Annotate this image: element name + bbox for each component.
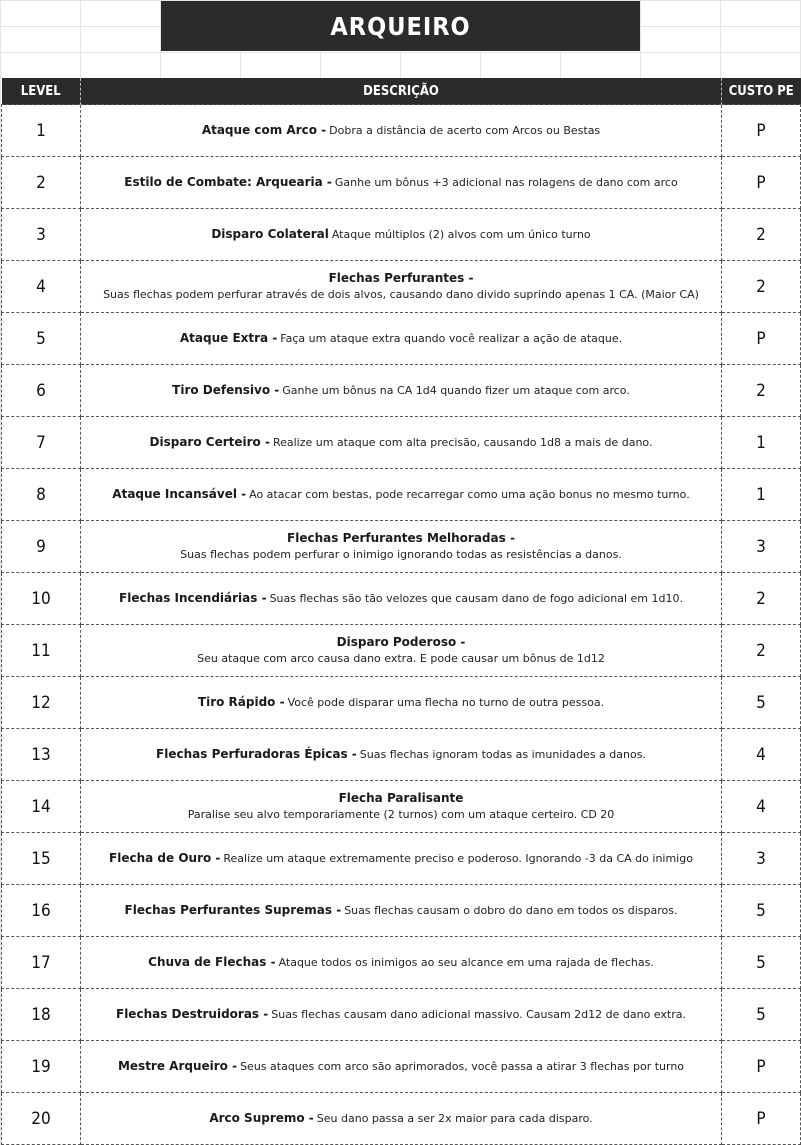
- table-row: [2, 989, 801, 1041]
- level-cell: 20: [2, 1093, 81, 1145]
- cost-cell: 4: [722, 781, 801, 833]
- ability-description: Seu dano passa a ser 2x maior para cada disparo.: [316, 1112, 593, 1125]
- cost-cell: 2: [722, 573, 801, 625]
- ability-name: Ataque com Arco -: [201, 123, 327, 137]
- cost-cell: P: [722, 1093, 801, 1145]
- table-row: [2, 1041, 801, 1093]
- ability-name: Disparo Certeiro -: [149, 435, 270, 449]
- ability-name: Tiro Rápido -: [197, 695, 285, 709]
- ability-description: Dobra a distância de acerto com Arcos ou Bestas: [329, 124, 601, 137]
- description-cell: [81, 625, 722, 677]
- table-row: [2, 105, 801, 157]
- ability-name: Arco Supremo -: [209, 1111, 314, 1125]
- ability-name: Disparo Poderoso -: [336, 635, 466, 649]
- level-cell: 15: [2, 833, 81, 885]
- cost-header: CUSTO PE: [722, 78, 801, 105]
- table-row: [2, 313, 801, 365]
- description-cell: [81, 937, 722, 989]
- page-title: ARQUEIRO: [161, 1, 640, 51]
- ability-name: Flecha Paralisante: [338, 791, 464, 805]
- ability-name: Disparo Colateral: [211, 227, 329, 241]
- level-cell: 19: [2, 1041, 81, 1093]
- ability-description: Paralise seu alvo temporariamente (2 turnos) com um ataque certeiro. CD 20: [187, 808, 615, 821]
- cost-cell: 2: [722, 209, 801, 261]
- ability-description: Faça um ataque extra quando você realizar a ação de ataque.: [280, 332, 623, 345]
- level-cell: 14: [2, 781, 81, 833]
- ability-name: Flechas Perfuradoras Épicas -: [156, 747, 357, 761]
- description-cell: [81, 677, 722, 729]
- level-cell: 13: [2, 729, 81, 781]
- table-row: [2, 781, 801, 833]
- cost-cell: 5: [722, 677, 801, 729]
- ability-name: Flechas Perfurantes Supremas -: [124, 903, 342, 917]
- description-cell: [81, 573, 722, 625]
- description-cell: [81, 1093, 722, 1145]
- description-cell: [81, 1041, 722, 1093]
- cost-cell: 2: [722, 365, 801, 417]
- ability-name: Ataque Incansável -: [112, 487, 247, 501]
- ability-description: Ganhe um bônus +3 adicional nas rolagens de dano com arco: [334, 176, 678, 189]
- abilities-table: [1, 78, 801, 1145]
- description-cell: [81, 781, 722, 833]
- ability-description: Realize um ataque extremamente preciso e poderoso. Ignorando -3 da CA do inimigo: [223, 852, 693, 865]
- ability-name: Flechas Perfurantes -: [328, 271, 474, 285]
- cost-cell: P: [722, 105, 801, 157]
- cost-cell: 2: [722, 625, 801, 677]
- description-cell: [81, 261, 722, 313]
- level-cell: 2: [2, 157, 81, 209]
- ability-description: Suas flechas podem perfurar o inimigo ignorando todas as resistências a danos.: [180, 548, 622, 561]
- ability-description: Ataque múltiplos (2) alvos com um único turno: [331, 228, 591, 241]
- ability-description: Suas flechas causam dano adicional massivo. Causam 2d12 de dano extra.: [271, 1008, 686, 1021]
- level-cell: 5: [2, 313, 81, 365]
- table-row: [2, 469, 801, 521]
- table-row: [2, 521, 801, 573]
- ability-name: Mestre Arqueiro -: [117, 1059, 238, 1073]
- level-cell: 4: [2, 261, 81, 313]
- description-cell: [81, 469, 722, 521]
- cost-cell: 5: [722, 989, 801, 1041]
- description-cell: [81, 521, 722, 573]
- ability-description: Suas flechas são tão velozes que causam dano de fogo adicional em 1d10.: [269, 592, 683, 605]
- level-cell: 16: [2, 885, 81, 937]
- ability-name: Flechas Destruidoras -: [116, 1007, 269, 1021]
- level-cell: 3: [2, 209, 81, 261]
- ability-description: Suas flechas podem perfurar através de dois alvos, causando dano divido suprindo apenas 1 CA. (Maior CA): [103, 288, 699, 301]
- description-cell: [81, 989, 722, 1041]
- cost-cell: P: [722, 1041, 801, 1093]
- table-row: [2, 1093, 801, 1145]
- level-cell: 17: [2, 937, 81, 989]
- level-cell: 11: [2, 625, 81, 677]
- description-cell: [81, 417, 722, 469]
- ability-description: Seus ataques com arco são aprimorados, você passa a atirar 3 flechas por turno: [240, 1060, 685, 1073]
- cost-cell: P: [722, 157, 801, 209]
- table-row: [2, 365, 801, 417]
- cost-cell: 3: [722, 521, 801, 573]
- cost-cell: 1: [722, 469, 801, 521]
- description-cell: [81, 729, 722, 781]
- ability-description: Ataque todos os inimigos ao seu alcance em uma rajada de flechas.: [278, 956, 654, 969]
- ability-name: Tiro Defensivo -: [172, 383, 280, 397]
- ability-description: Seu ataque com arco causa dano extra. E pode causar um bônus de 1d12: [197, 652, 605, 665]
- level-cell: 18: [2, 989, 81, 1041]
- cost-cell: 4: [722, 729, 801, 781]
- table-row: [2, 157, 801, 209]
- level-cell: 6: [2, 365, 81, 417]
- level-cell: 10: [2, 573, 81, 625]
- table-row: [2, 677, 801, 729]
- level-cell: 9: [2, 521, 81, 573]
- table-row: [2, 261, 801, 313]
- table-row: [2, 937, 801, 989]
- table-row: [2, 729, 801, 781]
- ability-name: Flechas Perfurantes Melhoradas -: [287, 531, 515, 545]
- description-cell: [81, 313, 722, 365]
- level-cell: 12: [2, 677, 81, 729]
- ability-name: Estilo de Combate: Arquearia -: [124, 175, 332, 189]
- ability-description: Ao atacar com bestas, pode recarregar como uma ação bonus no mesmo turno.: [249, 488, 690, 501]
- cost-cell: 3: [722, 833, 801, 885]
- description-cell: [81, 157, 722, 209]
- ability-description: Suas flechas causam o dobro do dano em todos os disparos.: [344, 904, 678, 917]
- header-row: [2, 78, 801, 105]
- ability-name: Ataque Extra -: [179, 331, 278, 345]
- table-row: [2, 625, 801, 677]
- table-row: [2, 209, 801, 261]
- table-row: [2, 885, 801, 937]
- description-cell: [81, 105, 722, 157]
- description-cell: [81, 833, 722, 885]
- ability-description: Realize um ataque com alta precisão, causando 1d8 a mais de dano.: [272, 436, 653, 449]
- cost-cell: 2: [722, 261, 801, 313]
- description-header: DESCRIÇÃO: [81, 78, 722, 105]
- description-cell: [81, 365, 722, 417]
- ability-description: Ganhe um bônus na CA 1d4 quando fizer um ataque com arco.: [282, 384, 630, 397]
- ability-name: Flecha de Ouro -: [109, 851, 221, 865]
- level-cell: 1: [2, 105, 81, 157]
- ability-description: Você pode disparar uma flecha no turno de outra pessoa.: [287, 696, 605, 709]
- cost-cell: P: [722, 313, 801, 365]
- description-cell: [81, 209, 722, 261]
- level-cell: 7: [2, 417, 81, 469]
- ability-name: Chuva de Flechas -: [148, 955, 276, 969]
- cost-cell: 1: [722, 417, 801, 469]
- table-row: [2, 417, 801, 469]
- cost-cell: 5: [722, 937, 801, 989]
- description-cell: [81, 885, 722, 937]
- ability-description: Suas flechas ignoram todas as imunidades a danos.: [359, 748, 646, 761]
- level-cell: 8: [2, 469, 81, 521]
- ability-name: Flechas Incendiárias -: [119, 591, 267, 605]
- cost-cell: 5: [722, 885, 801, 937]
- table-row: [2, 833, 801, 885]
- table-row: [2, 573, 801, 625]
- level-header: LEVEL: [2, 78, 81, 105]
